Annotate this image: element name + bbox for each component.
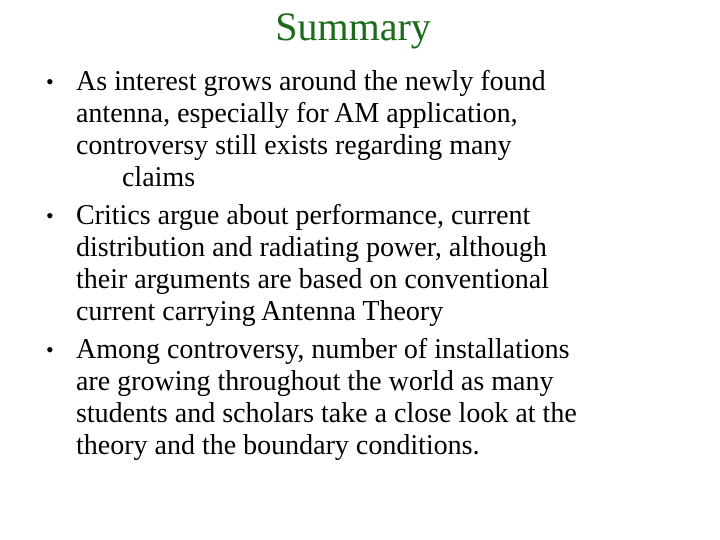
bullet-line: antenna, especially for AM application, — [76, 98, 518, 129]
bullet-dot-icon: • — [46, 69, 54, 94]
bullet-line: Critics argue about performance, current — [76, 200, 531, 231]
bullet-line: current carrying Antenna Theory — [76, 296, 444, 327]
bullet-line: claims — [122, 162, 196, 193]
bullet-line: As interest grows around the newly found — [76, 66, 546, 97]
bullet-dot-icon: • — [46, 337, 54, 362]
bullet-list — [46, 66, 686, 468]
bullet-item — [46, 334, 686, 462]
bullet-line: students and scholars take a close look at the — [76, 398, 577, 429]
bullet-line: theory and the boundary conditions. — [76, 430, 480, 461]
bullet-dot-icon: • — [46, 203, 54, 228]
bullet-line: controversy still exists regarding many — [76, 130, 512, 161]
bullet-line: distribution and radiating power, although — [76, 232, 547, 263]
bullet-item — [46, 200, 686, 328]
bullet-line: are growing throughout the world as many — [76, 366, 554, 397]
bullet-line: Among controversy, number of installations — [76, 334, 570, 365]
slide-title: Summary — [275, 4, 431, 49]
bullet-line: their arguments are based on conventional — [76, 264, 549, 295]
bullet-item — [46, 66, 686, 194]
